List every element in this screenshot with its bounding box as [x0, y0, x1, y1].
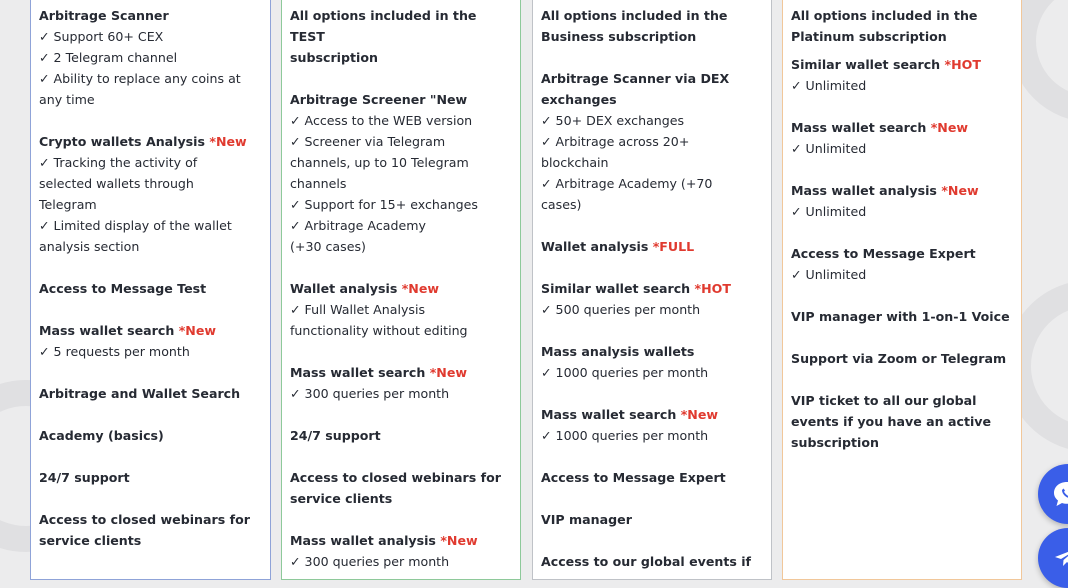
feature-line: ✓ Arbitrage Academy (+70 — [541, 176, 713, 191]
new-badge: *New — [941, 183, 979, 198]
feature-title: 24/7 support — [39, 470, 130, 485]
full-badge: *FULL — [652, 239, 695, 254]
feature-title: Crypto wallets Analysis *New — [39, 134, 247, 149]
feature-line: cases) — [541, 197, 582, 212]
feature-line: ✓ Unlimited — [791, 204, 867, 219]
feature-line: ✓ 50+ DEX exchanges — [541, 113, 685, 128]
feature-line: ✓ 300 queries per month — [290, 386, 450, 401]
feature-line: ✓ Screener via Telegram — [290, 134, 446, 149]
feature-title: Arbitrage Scanner — [39, 8, 169, 23]
feature-title: Access to closed webinars for — [290, 470, 501, 485]
feature-line: analysis section — [39, 239, 140, 254]
feature-title: VIP manager — [541, 512, 632, 527]
feature-title: VIP ticket to all our global — [791, 393, 977, 408]
feature-title: exchanges — [541, 92, 617, 107]
feature-line: selected wallets through — [39, 176, 194, 191]
telegram-icon — [1052, 544, 1068, 572]
feature-line: ✓ 5 requests per month — [39, 344, 190, 359]
feature-title: Access to Message Test — [39, 281, 207, 296]
plan-includes-title: All options included in the — [791, 8, 978, 23]
feature-title: Support via Zoom or Telegram — [791, 351, 1007, 366]
feature-title: Access to our global events if — [541, 554, 752, 569]
feature-line: functionality without editing — [290, 323, 468, 338]
feature-title: Mass wallet search *New — [39, 323, 216, 338]
feature-title: Wallet analysis *New — [290, 281, 440, 296]
new-badge: *New — [429, 365, 467, 380]
feature-title: Wallet analysis *FULL — [541, 239, 695, 254]
feature-line: ✓ Unlimited — [791, 78, 867, 93]
feature-line: ✓ Arbitrage Academy — [290, 218, 426, 233]
feature-title: subscription — [791, 435, 879, 450]
feature-title: Mass wallet search *New — [290, 365, 467, 380]
plan-card-vip — [782, 0, 1022, 580]
feature-line: any time — [39, 92, 95, 107]
feature-line: ✓ 2 Telegram channel — [39, 50, 178, 65]
feature-line: ✓ Support 60+ CEX — [39, 29, 164, 44]
feature-title: Access to Message Expert — [541, 470, 726, 485]
hot-badge: *HOT — [944, 57, 981, 72]
feature-line: ✓ Support for 15+ exchanges — [290, 197, 478, 212]
feature-line: ✓ 300 queries per month — [290, 554, 450, 569]
feature-title: Mass wallet search *New — [791, 120, 968, 135]
feature-title: Access to Message Expert — [791, 246, 976, 261]
new-badge: *New — [680, 407, 718, 422]
feature-line: ✓ 1000 queries per month — [541, 365, 709, 380]
feature-title: service clients — [290, 491, 393, 506]
feature-line: ✓ Unlimited — [791, 141, 867, 156]
plan-card-platinum — [532, 0, 772, 580]
feature-line: ✓ Unlimited — [791, 267, 867, 282]
feature-title: service clients — [39, 533, 142, 548]
feature-title: Similar wallet search *HOT — [791, 57, 981, 72]
new-badge: *New — [440, 533, 478, 548]
feature-title: 24/7 support — [290, 428, 381, 443]
feature-title: events if you have an active — [791, 414, 992, 429]
feature-title: Access to closed webinars for — [39, 512, 250, 527]
feature-title: VIP manager with 1-on-1 Voice — [791, 309, 1010, 324]
feature-line: (+30 cases) — [290, 239, 366, 254]
feature-line: ✓ Ability to replace any coins at — [39, 71, 241, 86]
feature-line: ✓ Limited display of the wallet — [39, 218, 232, 233]
feature-line: channels — [290, 176, 347, 191]
feature-title: Mass wallet analysis *New — [791, 183, 979, 198]
new-badge: *New — [401, 281, 440, 296]
feature-title: Mass wallet search *New — [541, 407, 718, 422]
plan-card-business — [281, 0, 521, 580]
new-badge: *New — [209, 134, 247, 149]
plan-includes-title: All options included in the TEST — [290, 8, 477, 44]
telegram-button[interactable] — [1038, 528, 1068, 588]
hot-badge: *HOT — [694, 281, 731, 296]
new-badge: *New — [178, 323, 216, 338]
feature-line: ✓ Full Wallet Analysis — [290, 302, 426, 317]
new-badge: *New — [930, 120, 968, 135]
feature-title: Arbitrage Screener "New — [290, 92, 468, 107]
feature-line: channels, up to 10 Telegram — [290, 155, 469, 170]
plan-includes-title: Platinum subscription — [791, 29, 947, 44]
feature-line: ✓ Tracking the activity of — [39, 155, 198, 170]
feature-line: ✓ Arbitrage across 20+ — [541, 134, 690, 149]
chat-icon — [1052, 480, 1068, 508]
feature-title: Mass analysis wallets — [541, 344, 695, 359]
feature-line: ✓ Access to the WEB version — [290, 113, 473, 128]
feature-line: ✓ 1000 queries per month — [541, 428, 709, 443]
feature-title: Academy (basics) — [39, 428, 164, 443]
feature-line: ✓ 500 queries per month — [541, 302, 701, 317]
feature-title: Arbitrage and Wallet Search — [39, 386, 241, 401]
plan-includes-title: All options included in the — [541, 8, 728, 23]
feature-title: Arbitrage Scanner via DEX — [541, 71, 730, 86]
chat-button[interactable] — [1038, 464, 1068, 524]
plan-includes-title: subscription — [290, 50, 378, 65]
feature-line: blockchain — [541, 155, 609, 170]
plan-includes-title: Business subscription — [541, 29, 697, 44]
feature-title: Similar wallet search *HOT — [541, 281, 731, 296]
plan-card-test — [30, 0, 271, 580]
feature-line: Telegram — [39, 197, 97, 212]
feature-title: Mass wallet analysis *New — [290, 533, 478, 548]
